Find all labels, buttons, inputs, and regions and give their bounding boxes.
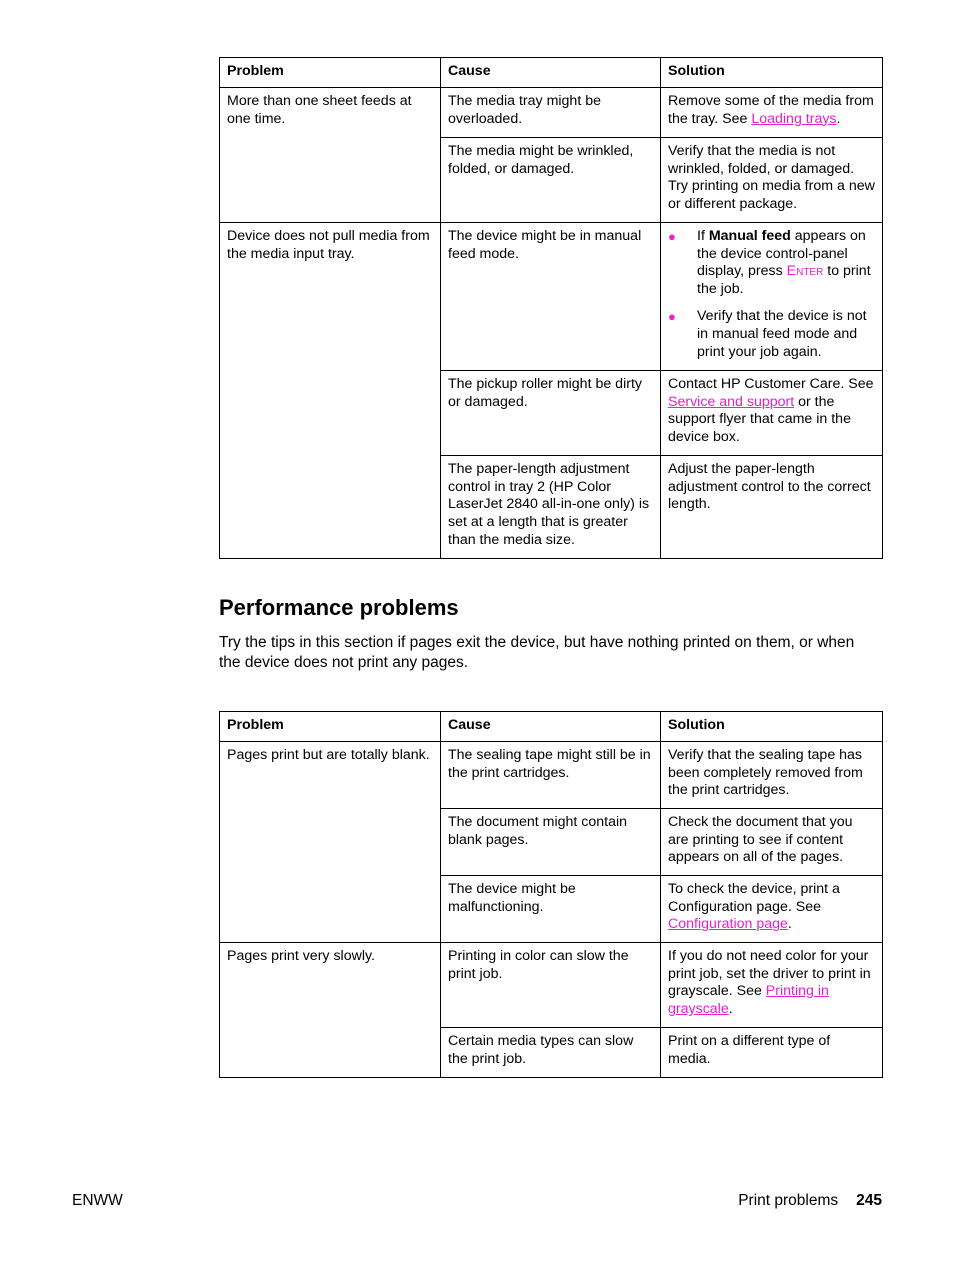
problems-table-1: [219, 57, 883, 559]
cause-cell: Printing in color can slow the print job.: [441, 942, 661, 1027]
footer-right: [738, 1192, 882, 1210]
header-problem: Problem: [220, 712, 441, 742]
solution-cell: Verify that the sealing tape has been completely removed from the print cartridges.: [661, 741, 883, 808]
cause-cell: The media might be wrinkled, folded, or damaged.: [441, 137, 661, 222]
table-header-row: [220, 58, 883, 88]
table-row: [220, 942, 883, 1027]
cause-cell: The paper-length adjustment control in tray 2 (HP Color LaserJet 2840 all-in-one only) is set at a length that is greater than the media size.: [441, 455, 661, 558]
header-solution: Solution: [661, 712, 883, 742]
solution-bullet-list: [668, 228, 876, 362]
cause-cell: The sealing tape might still be in the print cartridges.: [441, 741, 661, 808]
page-number: 245: [856, 1192, 882, 1209]
section-title: Performance problems: [219, 595, 459, 620]
list-item: ● If Manual feed appears on the device control-panel display, press Enter to print the job.: [668, 227, 871, 298]
bullet-icon: ●: [668, 228, 676, 244]
cause-cell: The pickup roller might be dirty or damaged.: [441, 370, 661, 455]
solution-cell: To check the device, print a Configuration page. See Configuration page.: [661, 875, 883, 942]
cause-cell: The document might contain blank pages.: [441, 808, 661, 875]
header-solution: Solution: [661, 58, 883, 88]
header-cause: Cause: [441, 58, 661, 88]
problem-cell: Pages print but are totally blank.: [220, 741, 441, 942]
table-row: [220, 222, 883, 370]
problem-cell: Pages print very slowly.: [220, 942, 441, 1077]
table-row: [220, 87, 883, 137]
solution-cell: Print on a different type of media.: [661, 1027, 883, 1077]
solution-cell: Verify that the media is not wrinkled, folded, or damaged. Try printing on media from a new or different package.: [661, 137, 883, 222]
printing-in-grayscale-link[interactable]: Printing in grayscale: [668, 983, 829, 1018]
list-item: ● Verify that the device is not in manual feed mode and print your job again.: [668, 307, 867, 360]
problems-table-2: [219, 711, 883, 1078]
cause-cell: The device might be malfunctioning.: [441, 875, 661, 942]
footer-section-name: Print problems: [738, 1192, 839, 1209]
table-row: [220, 741, 883, 808]
header-problem: Problem: [220, 58, 441, 88]
cause-cell: The device might be in manual feed mode.: [441, 222, 661, 370]
bullet-icon: ●: [668, 308, 676, 324]
solution-cell: Adjust the paper-length adjustment control to the correct length.: [661, 455, 883, 558]
loading-trays-link[interactable]: Loading trays: [751, 110, 837, 127]
solution-cell: If you do not need color for your print job, set the driver to print in grayscale. See Printing in grayscale.: [661, 942, 883, 1027]
cause-cell: The media tray might be overloaded.: [441, 87, 661, 137]
enter-key-label: Enter: [786, 263, 824, 280]
solution-cell: [661, 222, 883, 370]
table-header-row: [220, 712, 883, 742]
footer-left-label: ENWW: [72, 1192, 123, 1209]
solution-cell: Check the document that you are printing to see if content appears on all of the pages.: [661, 808, 883, 875]
solution-cell: Remove some of the media from the tray. See Loading trays.: [661, 87, 883, 137]
service-and-support-link[interactable]: Service and support: [668, 393, 795, 410]
configuration-page-link[interactable]: Configuration page: [668, 916, 788, 933]
header-cause: Cause: [441, 712, 661, 742]
cause-cell: Certain media types can slow the print job.: [441, 1027, 661, 1077]
problem-cell: More than one sheet feeds at one time.: [220, 87, 441, 222]
solution-cell: Contact HP Customer Care. See Service and support or the support flyer that came in the device box.: [661, 370, 883, 455]
problem-cell: Device does not pull media from the media input tray.: [220, 222, 441, 558]
section-intro: Try the tips in this section if pages exit the device, but have nothing printed on them, or when the device does not print any pages.: [219, 634, 855, 671]
